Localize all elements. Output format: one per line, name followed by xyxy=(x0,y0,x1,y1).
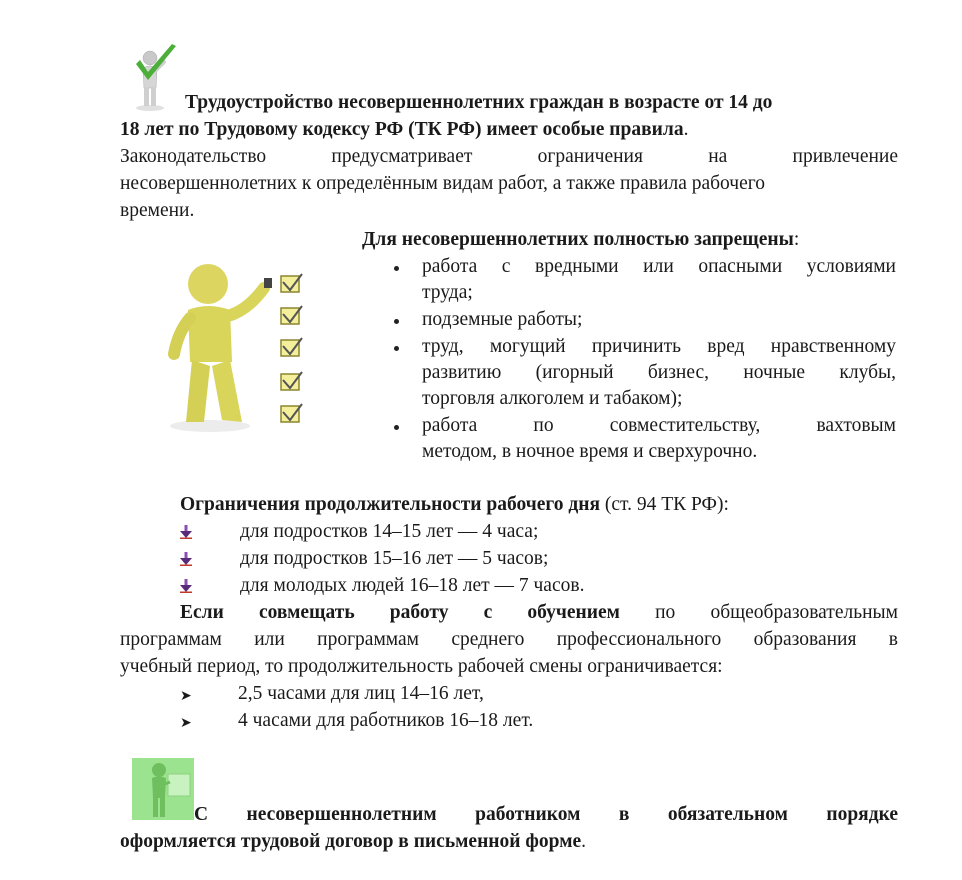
intro-body-line2: несовершеннолетних к определённым видам работ, а также правила рабочего xyxy=(120,173,766,194)
checklist-figure-icon xyxy=(160,262,310,434)
study-line2: программам или программам среднего профессионального образования в xyxy=(120,629,898,650)
prohibited-item-2: подземные работы; xyxy=(422,309,583,330)
hours-item-2: для подростков 15–16 лет — 5 часов; xyxy=(240,548,549,569)
intro-body-line1: Законодательство предусматривает ограничения на привлечение xyxy=(120,146,898,167)
study-item-1: 2,5 часами для лиц 14–16 лет, xyxy=(238,683,484,704)
chevron-right-bullet-icon: ➤ xyxy=(180,715,192,731)
down-arrow-bullet-icon xyxy=(180,552,192,566)
study-line1: Если совмещать работу с обучением по общеобразовательным xyxy=(180,602,898,623)
prohibited-item-3-line2: развитию (игорный бизнес, ночные клубы, xyxy=(422,362,896,383)
prohibited-item-3-line1: труд, могущий причинить вред нравственному xyxy=(422,336,896,357)
contract-line1: С несовершеннолетним работником в обязательном порядке xyxy=(194,804,898,825)
list-bullet xyxy=(394,425,399,430)
study-line3: учебный период, то продолжительность рабочей смены ограничивается: xyxy=(120,656,723,677)
prohibited-item-4-line2: методом, в ночное время и сверхурочно. xyxy=(422,441,758,462)
intro-heading-line1: Трудоустройство несовершеннолетних граждан в возрасте от 14 до xyxy=(185,92,773,113)
down-arrow-bullet-icon xyxy=(180,579,192,593)
prohibited-item-3-line3: торговля алкоголем и табаком); xyxy=(422,388,683,409)
list-bullet xyxy=(394,319,399,324)
prohibited-item-1-line2: труда; xyxy=(422,282,473,303)
intro-heading-line2: 18 лет по Трудовому кодексу РФ (ТК РФ) имеет особые правила. xyxy=(120,119,689,140)
checkmark-figure-icon xyxy=(128,44,188,112)
hours-heading: Ограничения продолжительности рабочего дня (ст. 94 ТК РФ): xyxy=(180,494,729,515)
prohibited-item-1-line1: работа с вредными или опасными условиями xyxy=(422,256,896,277)
contract-line2: оформляется трудовой договор в письменной форме. xyxy=(120,831,587,852)
prohibited-heading: Для несовершеннолетних полностью запрещены: xyxy=(362,229,800,250)
hours-item-1: для подростков 14–15 лет — 4 часа; xyxy=(240,521,539,542)
list-bullet xyxy=(394,346,399,351)
sign-figure-icon xyxy=(132,758,194,820)
hours-item-3: для молодых людей 16–18 лет — 7 часов. xyxy=(240,575,585,596)
intro-body-line3: времени. xyxy=(120,200,195,221)
down-arrow-bullet-icon xyxy=(180,525,192,539)
study-item-2: 4 часами для работников 16–18 лет. xyxy=(238,710,534,731)
prohibited-item-4-line1: работа по совместительству, вахтовым xyxy=(422,415,896,436)
chevron-right-bullet-icon: ➤ xyxy=(180,688,192,704)
list-bullet xyxy=(394,266,399,271)
